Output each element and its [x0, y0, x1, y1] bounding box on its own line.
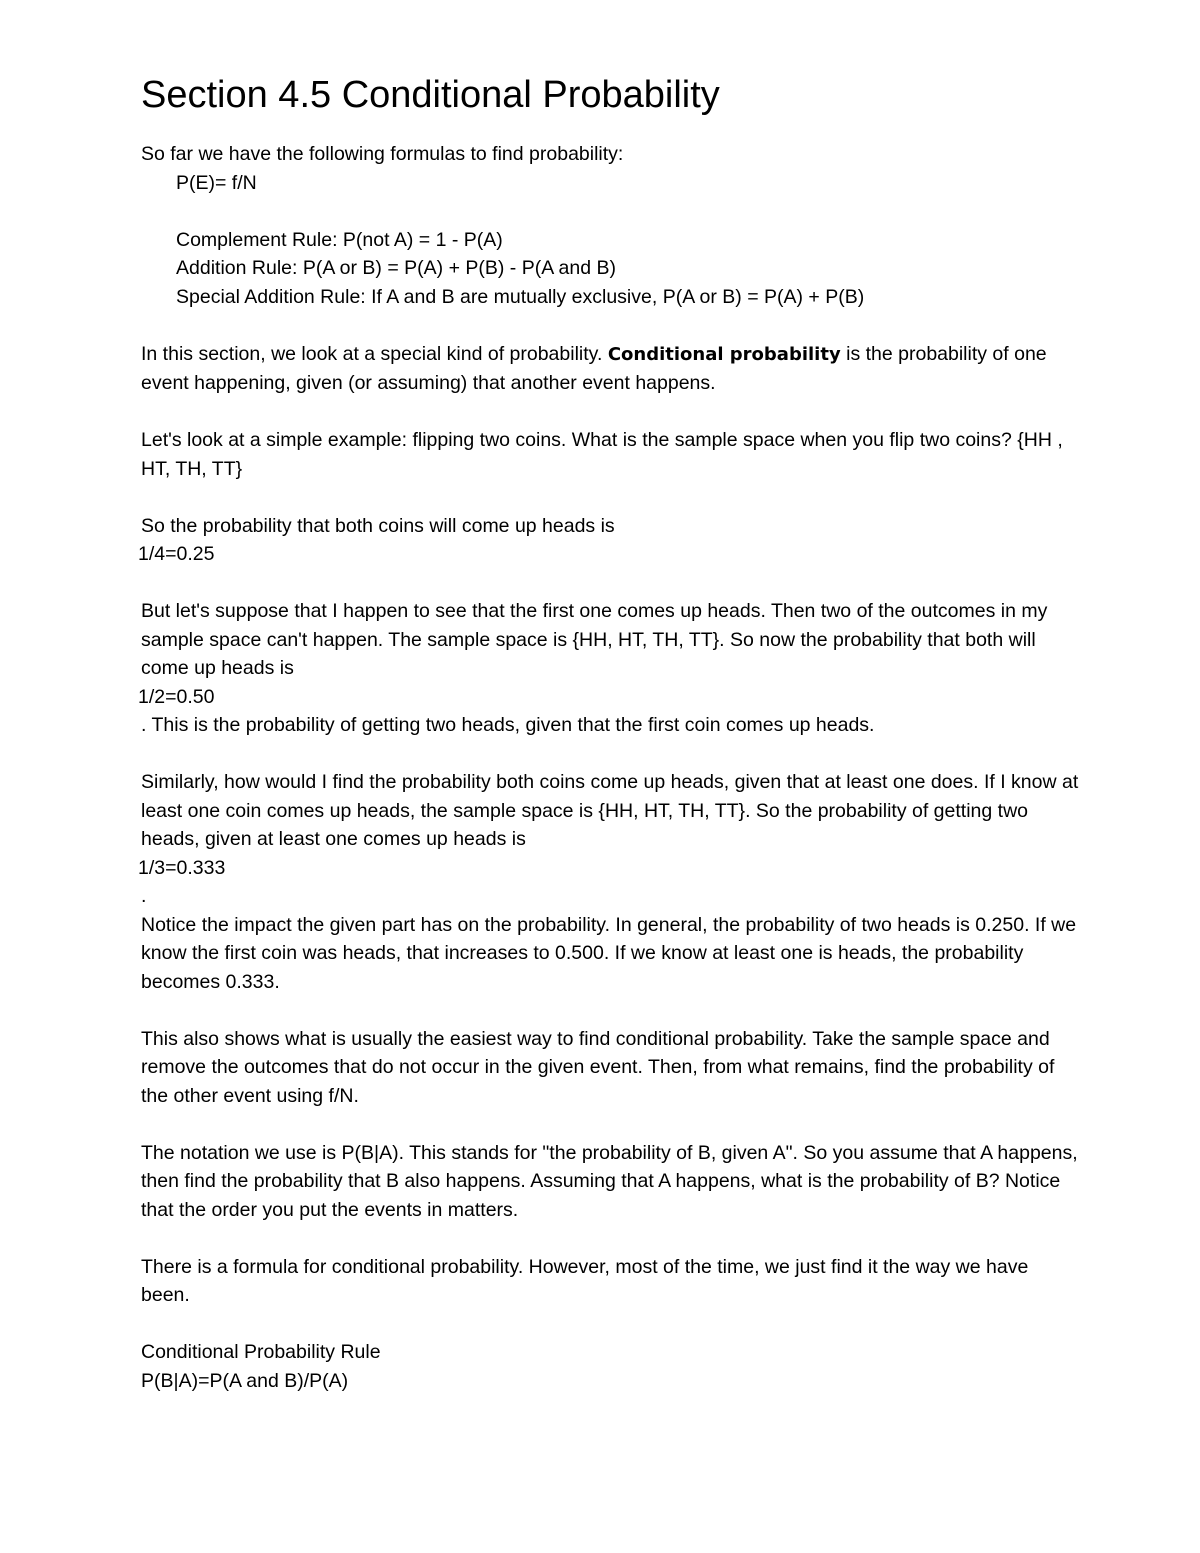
page-title: Section 4.5 Conditional Probability — [141, 74, 720, 116]
notation-paragraph: The notation we use is P(B|A). This stands for "the probability of B, given A". So you assume that A happens, then find the probability that B also happens. Assuming that A happens, what is the probability of B? Notice that the order you put the events in matters. — [141, 1141, 1078, 1221]
at-least-one-text: Similarly, how would I find the probability both coins come up heads, given that at least one does. If I know at least one coin comes up heads, the sample space is {HH, HT, TH, TT}. So the probability of getting two heads, given at least one comes up heads is — [141, 771, 1079, 850]
definition-term: Conditional probability — [607, 343, 841, 365]
document-content — [138, 72, 1081, 1395]
spacer — [141, 996, 1081, 1025]
spacer — [141, 483, 1081, 512]
spacer — [141, 197, 1081, 226]
both-heads-text: So the probability that both coins will come up heads is — [141, 514, 615, 537]
at-least-one-value: 1/3=0.333 — [138, 856, 226, 879]
spacer — [141, 1110, 1081, 1139]
intro-text: So far we have the following formulas to find probability: — [141, 143, 624, 165]
rule-formula: P(B|A)=P(A and B)/P(A) — [141, 1369, 349, 1392]
spacer — [141, 1224, 1081, 1253]
method-paragraph: This also shows what is usually the easiest way to find conditional probability. Take the sample space and remove the outcomes that do not occur in the given event. Then, from what remains, find the probability of the other event using f/N. — [141, 1027, 1055, 1107]
first-heads-conclusion: . This is the probability of getting two heads, given that the first coin comes up heads. — [141, 714, 875, 736]
spacer — [141, 740, 1081, 769]
spacer — [141, 311, 1081, 340]
spacer — [141, 1310, 1081, 1339]
first-heads-text: But let's suppose that I happen to see that the first one comes up heads. Then two of the outcomes in my sample space can't happen. The sample space is {HH, HT, TH, TT}. So now the probability that both will come up heads is — [141, 600, 1048, 679]
formula-note-paragraph: There is a formula for conditional probability. However, most of the time, we just find it the way we have been. — [141, 1255, 1029, 1306]
spacer — [141, 398, 1081, 427]
basic-formula: P(E)= f/N — [176, 171, 257, 194]
addition-rule: Addition Rule: P(A or B) = P(A) + P(B) - P(A and B) — [176, 257, 617, 279]
at-least-one-period: . — [141, 885, 147, 907]
example-intro-paragraph: Let's look at a simple example: flipping two coins. What is the sample space when you flip two coins? {HH , HT, TH, TT} — [141, 429, 1063, 480]
definition-paragraph — [141, 340, 1081, 398]
definition-rest: is the probability of one event happening, given (or assuming) that another event happens. — [141, 342, 1047, 394]
impact-paragraph: Notice the impact the given part has on the probability. In general, the probability of two heads is 0.250. If we know the first coin was heads, that increases to 0.500. If we know at least one is heads, the probability becomes 0.333. — [141, 913, 1077, 993]
definition-lead: In this section, we look at a special kind of probability. — [141, 342, 608, 365]
both-heads-value: 1/4=0.25 — [138, 543, 215, 565]
special-addition-rule: Special Addition Rule: If A and B are mutually exclusive, P(A or B) = P(A) + P(B) — [176, 285, 865, 308]
spacer — [141, 569, 1081, 598]
complement-rule: Complement Rule: P(not A) = 1 - P(A) — [176, 228, 503, 251]
first-heads-value: 1/2=0.50 — [138, 685, 215, 708]
rule-title: Conditional Probability Rule — [141, 1341, 381, 1363]
